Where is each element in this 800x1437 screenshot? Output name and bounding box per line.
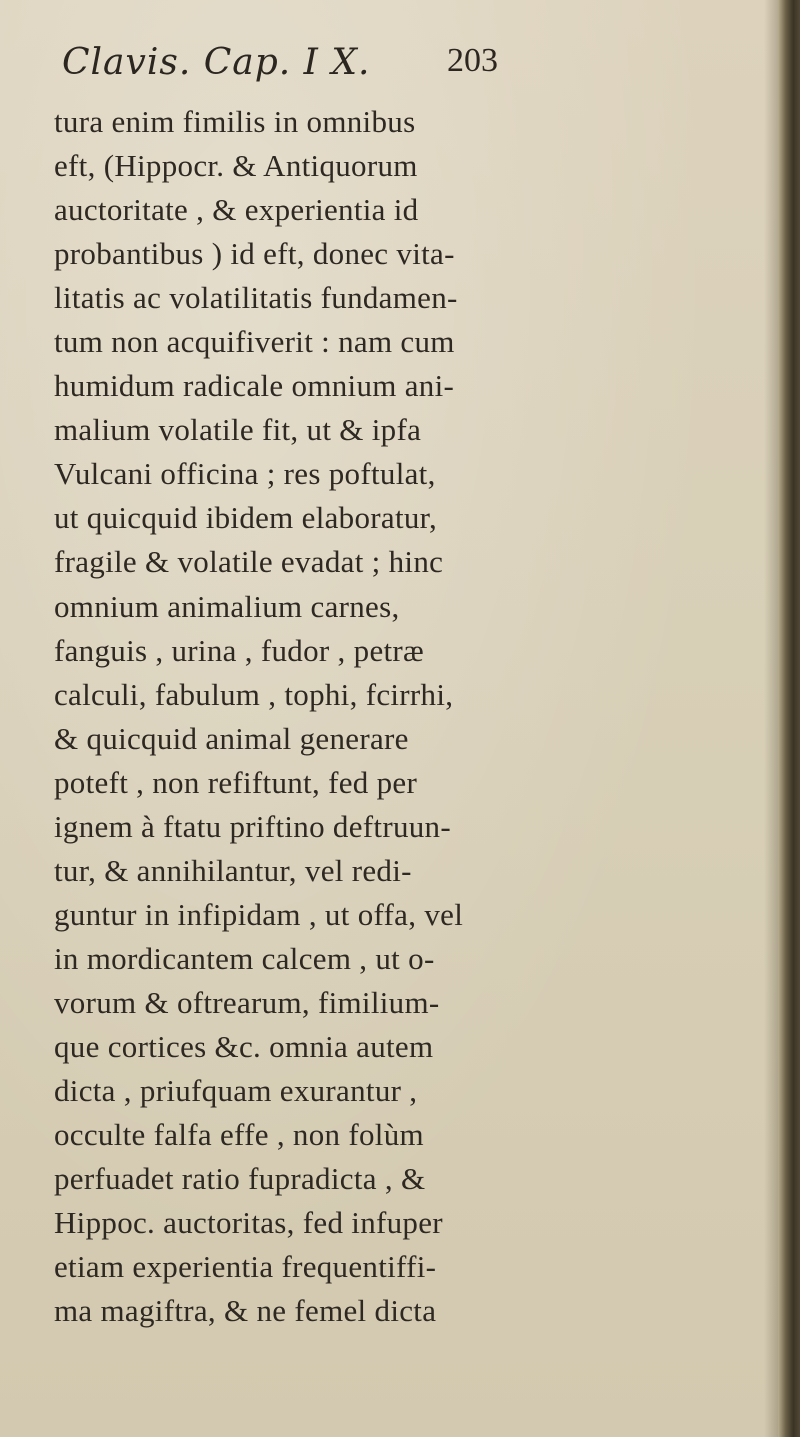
text-line: eft, (Hippocr. & Antiquorum (54, 148, 418, 184)
text-line: tura enim fimilis in omnibus (54, 104, 416, 139)
text-line: perfuadet ratio fupradicta , & (54, 1161, 426, 1197)
text-line: omnium animalium carnes, (54, 588, 400, 624)
page-gutter-shadow (764, 0, 778, 1437)
text-line: auctoritate , & experientia id (54, 192, 419, 228)
text-line: etiam experientia frequentiffi- (54, 1249, 437, 1285)
text-line: Vulcani officina ; res poftulat, (54, 456, 436, 492)
text-line: calculi, fabulum , tophi, fcirrhi, (54, 676, 454, 712)
page-header (62, 42, 522, 98)
text-line: fragile & volatile evadat ; hinc (54, 544, 444, 580)
text-line: dicta , priufquam exurantur , (54, 1073, 418, 1109)
text-line: humidum radicale omnium ani- (54, 368, 455, 404)
text-line: litatis ac volatilitatis fundamen- (54, 280, 458, 316)
page-number: 203 (447, 42, 498, 79)
text-line: occulte falfa effe , non folùm (54, 1117, 424, 1153)
text-line: que cortices &c. omnia autem (54, 1028, 434, 1064)
text-line: tur, & annihilantur, vel redi- (54, 852, 412, 888)
text-line: vorum & oftrearum, fimilium- (54, 984, 440, 1020)
text-line: ma magiftra, & ne femel dicta (54, 1293, 437, 1329)
book-spine (778, 0, 800, 1437)
text-line: guntur in infipidam , ut offa, vel (54, 896, 464, 932)
body-text (54, 100, 554, 1333)
text-line: ignem à ftatu priftino deftruun- (54, 808, 451, 844)
text-line: fanguis , urina , fudor , petræ (54, 632, 425, 668)
text-line: ut quicquid ibidem elaboratur, (54, 500, 438, 536)
running-title: Clavis. Cap. I X. (62, 42, 371, 83)
text-line: tum non acquifiverit : nam cum (54, 324, 455, 360)
text-line: in mordicantem calcem , ut o- (54, 940, 435, 976)
text-line: poteft , non refiftunt, fed per (54, 764, 418, 800)
text-line: probantibus ) id eft, donec vita- (54, 236, 455, 272)
text-line: Hippoc. auctoritas, fed infuper (54, 1205, 443, 1241)
text-line: malium volatile fit, ut & ipfa (54, 412, 422, 448)
text-line: & quicquid animal generare (54, 720, 409, 756)
